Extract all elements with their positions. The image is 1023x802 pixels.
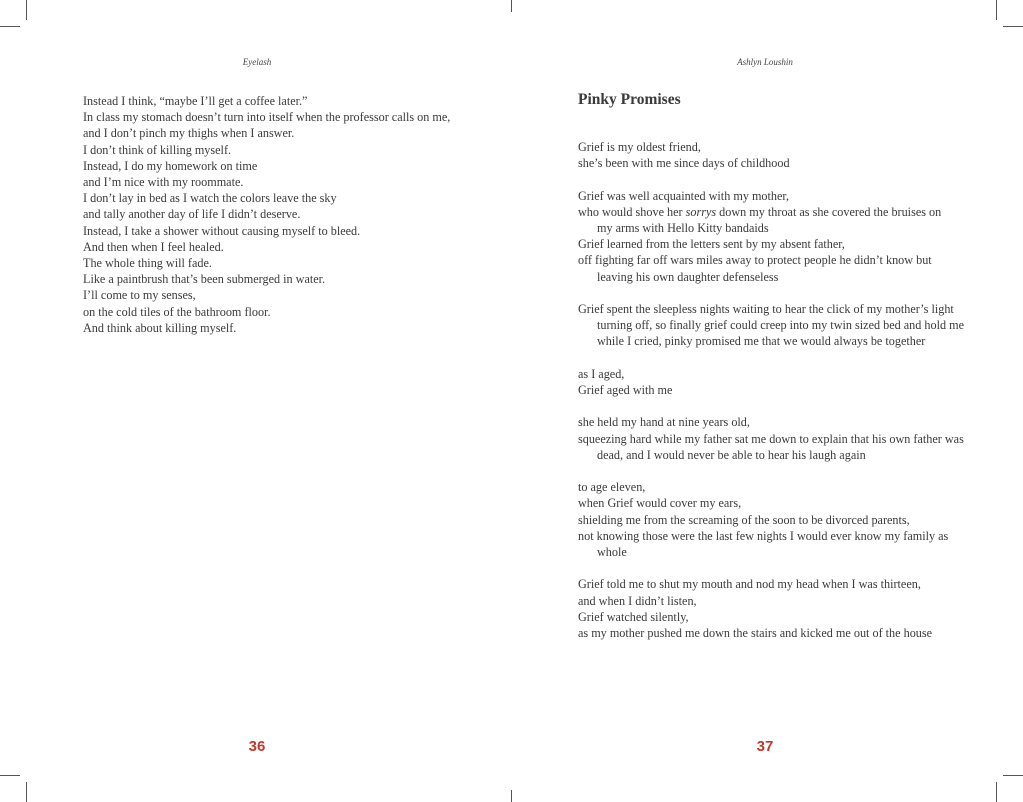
stanza [578, 479, 968, 560]
crop-mark [1003, 26, 1023, 27]
left-poem [83, 93, 483, 336]
crop-mark [0, 26, 20, 27]
poem-line: shielding me from the screaming of the soon to be divorced parents, [578, 512, 910, 527]
line-emphasis: sorrys [685, 204, 717, 219]
poem-line: she held my hand at nine years old, [578, 415, 750, 430]
poem-line: The whole thing will fade. [83, 256, 212, 271]
poem-line: Instead I think, “maybe I’ll get a coffee later.” [83, 94, 308, 108]
crop-mark [511, 0, 512, 12]
crop-mark [996, 782, 997, 802]
poem-line: And then when I feel healed. [83, 239, 224, 254]
stanza [578, 414, 968, 463]
poem-line: Like a paintbrush that’s been submerged in water. [83, 272, 326, 287]
right-page-number: 37 [756, 738, 774, 755]
poem-line: and tally another day of life I didn’t deserve. [83, 207, 301, 222]
poem-line: Instead, I take a shower without causing myself to bleed. [83, 223, 361, 238]
poem-line: I don’t think of killing myself. [83, 142, 232, 157]
crop-mark [0, 775, 20, 776]
poem-line: Grief is my oldest friend, [578, 140, 701, 154]
stanza [578, 576, 968, 641]
poem-line: I’ll come to my senses, [83, 288, 196, 303]
poem-line: and I don’t pinch my thighs when I answer. [83, 126, 295, 141]
poem-line: Grief was well acquainted with my mother, [578, 188, 790, 203]
crop-mark [1003, 775, 1023, 776]
poem-line: I don’t lay in bed as I watch the colors leave the sky [83, 191, 337, 206]
crop-mark [511, 790, 512, 802]
right-running-head: Ashlyn Loushin [737, 57, 793, 67]
poem-line: when Grief would cover my ears, [578, 496, 742, 511]
poem-line: off fighting far off wars miles away to protect people he didn’t know but leaving his own daughter defenseless [578, 253, 932, 284]
poem-line: Instead, I do my homework on time [83, 158, 258, 173]
line-text: down my throat as she covered the bruises on my arms with Hello Kitty bandaids [597, 204, 942, 235]
right-poem [578, 89, 968, 641]
poem-line: and when I didn’t listen, [578, 593, 697, 608]
poem-line: to age eleven, [578, 480, 646, 495]
poem-line: Grief spent the sleepless nights waiting to hear the click of my mother’s light turning off, so finally grief could creep into my twin sized bed and hold me while I cried, pinky promised me that we would always be together [578, 302, 965, 349]
poem-title: Pinky Promises [578, 91, 681, 108]
poem-line: Grief told me to shut my mouth and nod my head when I was thirteen, [578, 577, 921, 592]
crop-mark [26, 782, 27, 802]
crop-mark [26, 0, 27, 20]
poem-line: not knowing those were the last few nights I would ever know my family as whole [578, 528, 949, 559]
crop-mark [996, 0, 997, 20]
stanza [578, 301, 968, 350]
poem-line: and I’m nice with my roommate. [83, 175, 244, 190]
poem-line: Grief learned from the letters sent by my absent father, [578, 237, 845, 252]
line-text: who would shove her [578, 204, 686, 219]
stanza [578, 188, 968, 285]
left-running-head: Eyelash [242, 57, 272, 67]
poem-line: Grief watched silently, [578, 609, 689, 624]
poem-line: Grief aged with me [578, 383, 673, 397]
poem-line: squeezing hard while my father sat me down to explain that his own father was dead, and I would never be able to hear his laugh again [578, 431, 964, 462]
stanza [578, 366, 968, 398]
poem-line: she’s been with me since days of childhood [578, 156, 790, 171]
poem-line: on the cold tiles of the bathroom floor. [83, 304, 271, 319]
stanza [578, 139, 968, 171]
poem-line: In class my stomach doesn’t turn into itself when the professor calls on me, [83, 110, 451, 125]
left-page-number: 36 [248, 738, 266, 755]
poem-line: And think about killing myself. [83, 320, 237, 335]
poem-line: as my mother pushed me down the stairs and kicked me out of the house [578, 626, 933, 640]
poem-line: as I aged, [578, 366, 625, 381]
poem-line [578, 204, 949, 236]
